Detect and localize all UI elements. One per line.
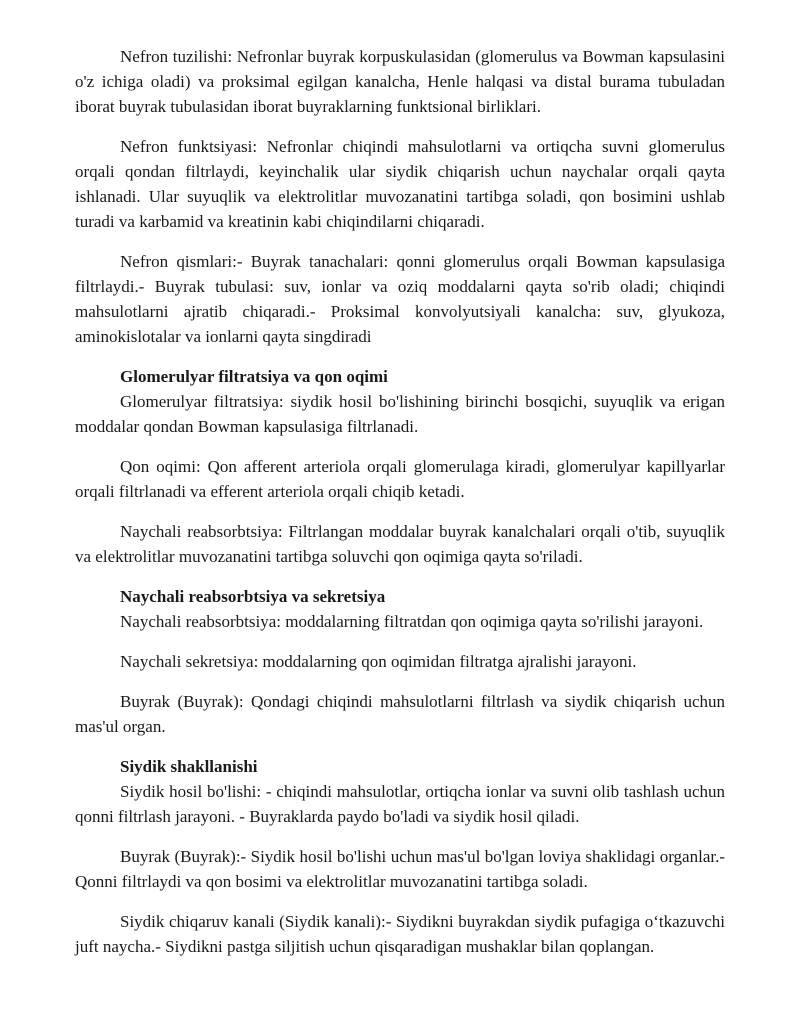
paragraph: Siydik hosil bo'lishi: - chiqindi mahsulotlar, ortiqcha ionlar va suvni olib tashlash uchun qonni filtrlash jarayoni. - Buyraklarda paydo bo'ladi va siydik hosil qiladi.: [75, 782, 725, 826]
paragraph: Glomerulyar filtratsiya: siydik hosil bo'lishining birinchi bosqichi, suyuqlik va erigan moddalar qondan Bowman kapsulasiga filtrlanadi.: [75, 392, 725, 436]
section-naychali-reabsorbtsiya: [75, 584, 725, 739]
section-siydik-shakllanishi: [75, 754, 725, 959]
paragraph: Naychali reabsorbtsiya: Filtrlangan moddalar buyrak kanalchalari orqali o'tib, suyuqlik va elektrolitlar muvozanatini tartibga soluvchi qon oqimiga qayta so'riladi.: [75, 522, 725, 566]
paragraph: Siydik chiqaruv kanali (Siydik kanali):- Siydikni buyrakdan siydik pufagiga o‘tkazuvchi juft naycha.- Siydikni pastga siljitish uchun qisqaradigan mushaklar bilan qoplangan.: [75, 912, 725, 956]
section-glomerulyar-filtratsiya: [75, 364, 725, 569]
paragraph: Naychali sekretsiya: moddalarning qon oqimidan filtratga ajralishi jarayoni.: [120, 652, 637, 671]
paragraph: Naychali reabsorbtsiya: moddalarning filtratdan qon oqimiga qayta so'rilishi jarayoni.: [120, 612, 704, 631]
document-page: [75, 44, 725, 974]
paragraph-nefron-funktsiyasi: Nefron funktsiyasi: Nefronlar chiqindi mahsulotlarni va ortiqcha suvni glomerulus orqali qondan filtrlaydi, keyinchalik ular siydik chiqarish uchun naychalar orqali qayta ishlanadi. Ular suyuqlik va elektrolitlar muvozanatini tartibga soladi, qon bosimini ushlab turadi va karbamid va kreatinin kabi chiqindilarni chiqaradi.: [75, 137, 725, 231]
paragraph: Buyrak (Buyrak):- Siydik hosil bo'lishi uchun mas'ul bo'lgan loviya shaklidagi organlar.- Qonni filtrlaydi va qon bosimi va elektrolitlar muvozanatini tartibga soladi.: [75, 847, 725, 891]
paragraph: Qon oqimi: Qon afferent arteriola orqali glomerulaga kiradi, glomerulyar kapillyarlar orqali filtrlanadi va efferent arteriola orqali chiqib ketadi.: [75, 457, 725, 501]
paragraph: Buyrak (Buyrak): Qondagi chiqindi mahsulotlarni filtrlash va siydik chiqarish uchun mas'ul organ.: [75, 692, 725, 736]
paragraph-nefron-tuzilishi: Nefron tuzilishi: Nefronlar buyrak korpuskulasidan (glomerulus va Bowman kapsulasini o'z ichiga oladi) va proksimal egilgan kanalcha, Henle halqasi va distal burama tubuladan iborat buyrak tubulasidan iborat buyraklarning funktsional birliklari.: [75, 47, 725, 116]
section-heading: Naychali reabsorbtsiya va sekretsiya: [120, 587, 386, 606]
paragraph-nefron-qismlari: Nefron qismlari:- Buyrak tanachalari: qonni glomerulus orqali Bowman kapsulasiga filtrlaydi.- Buyrak tubulasi: suv, ionlar va oziq moddalarni qayta so'rib oladi; chiqindi mahsulotlarni ajratib chiqaradi.- Proksimal konvolyutsiyali kanalcha: suv, glyukoza, aminokislotalar va ionlarni qayta singdiradi: [75, 252, 725, 346]
section-heading: Glomerulyar filtratsiya va qon oqimi: [120, 367, 388, 386]
section-heading: Siydik shakllanishi: [120, 757, 258, 776]
